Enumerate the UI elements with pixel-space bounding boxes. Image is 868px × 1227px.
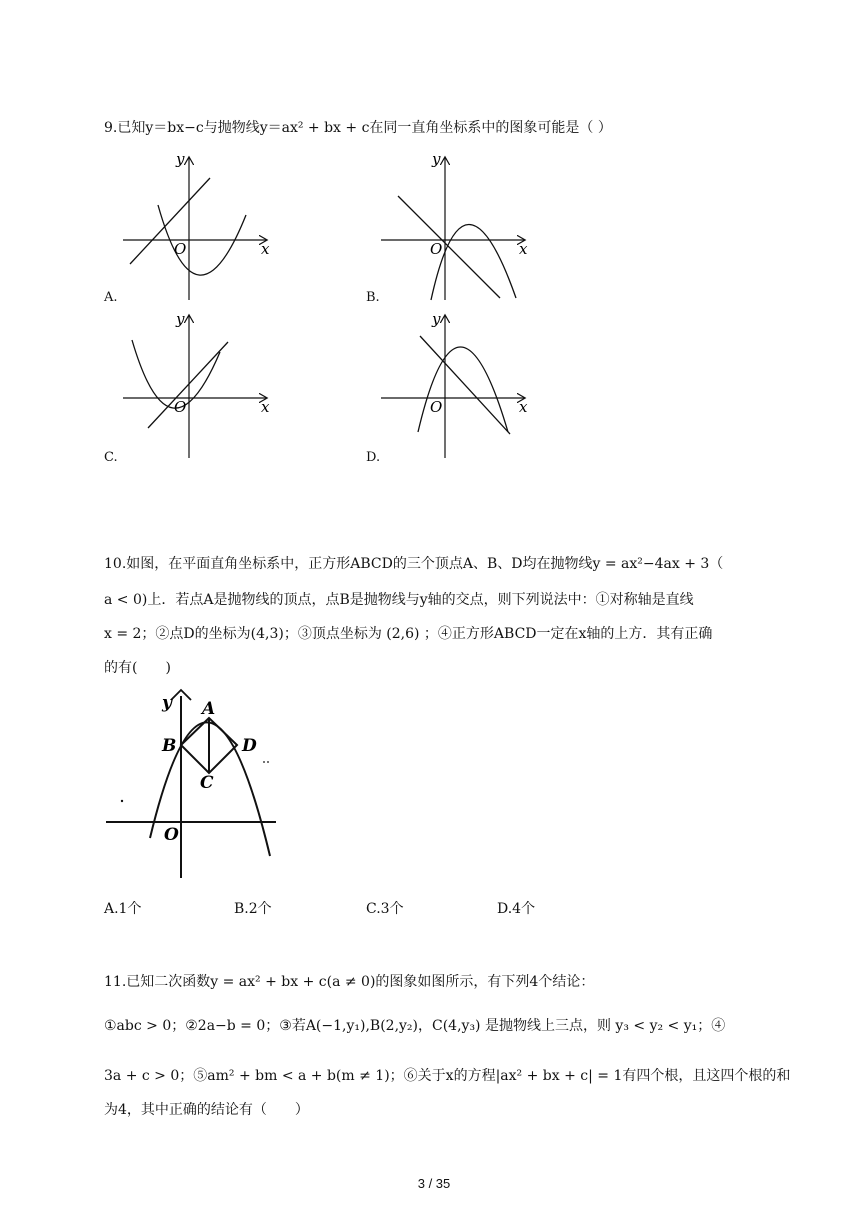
- q10-answer-c: C.3个: [366, 901, 404, 917]
- q9-graph-a: [118, 150, 278, 305]
- q9-stem: 9.已知y＝bx−c与抛物线y＝ax² + bx + c在同一直角坐标系中的图象可能是（ ）: [104, 120, 612, 136]
- axis-y-label: y: [432, 150, 441, 168]
- fig-label-y: y: [162, 693, 172, 713]
- q10-figure: [104, 688, 284, 883]
- page-number: 3 / 35: [417, 1176, 451, 1191]
- axis-x-label: x: [519, 398, 528, 416]
- fig-label-a: A: [202, 699, 216, 719]
- q10-line-2: a < 0)上．若点A是抛物线的顶点，点B是抛物线与y轴的交点，则下列说法中：①对称轴是直线: [104, 592, 694, 608]
- axis-y-label: y: [176, 310, 185, 328]
- q10-line-1: 10.如图，在平面直角坐标系中，正方形ABCD的三个顶点A、B、D均在抛物线y = ax²−4ax + 3（: [104, 556, 724, 572]
- q11-line-2: ①abc > 0；②2a−b = 0；③若A(−1,y₁),B(2,y₂)，C(4,y₃) 是抛物线上三点，则 y₃ < y₂ < y₁；④: [104, 1018, 726, 1034]
- axis-x-label: x: [519, 240, 528, 258]
- origin-label: O: [430, 240, 443, 258]
- q9-graph-c: [118, 310, 278, 462]
- q9-option-b: B.: [366, 290, 380, 305]
- fig-label-d: D: [242, 736, 257, 756]
- q10-line-4: 的有( ): [104, 660, 171, 676]
- origin-label: O: [430, 398, 443, 416]
- fig-label-b: B: [162, 736, 177, 756]
- q10-line-3: x = 2；②点D的坐标为(4,3)；③顶点坐标为 (2,6) ；④正方形ABCD一定在x轴的上方．其有正确: [104, 626, 713, 642]
- q9-option-a: A.: [104, 290, 118, 305]
- fig-label-o: O: [164, 825, 179, 845]
- fig-label-c: C: [200, 773, 214, 793]
- origin-label: O: [174, 240, 187, 258]
- q11-line-1: 11.已知二次函数y = ax² + bx + c(a ≠ 0)的图象如图所示，有下列4个结论：: [104, 974, 595, 990]
- q10-answer-d: D.4个: [497, 901, 536, 917]
- q10-answer-a: A.1个: [104, 901, 142, 917]
- q11-line-4: 为4，其中正确的结论有（ ）: [104, 1102, 309, 1118]
- q9-option-d: D.: [366, 450, 381, 465]
- origin-label: O: [174, 398, 187, 416]
- q10-answer-b: B.2个: [234, 901, 272, 917]
- q11-line-3: 3a + c > 0；⑤am² + bm < a + b(m ≠ 1)；⑥关于x的方程|ax² + bx + c| = 1有四个根，且这四个根的和: [104, 1068, 791, 1084]
- axis-x-label: x: [261, 398, 270, 416]
- axis-y-label: y: [176, 150, 185, 168]
- q9-option-c: C.: [104, 450, 118, 465]
- q9-graph-b: [376, 150, 536, 305]
- axis-x-label: x: [261, 240, 270, 258]
- q9-graph-d: [376, 310, 536, 462]
- axis-y-label: y: [432, 310, 441, 328]
